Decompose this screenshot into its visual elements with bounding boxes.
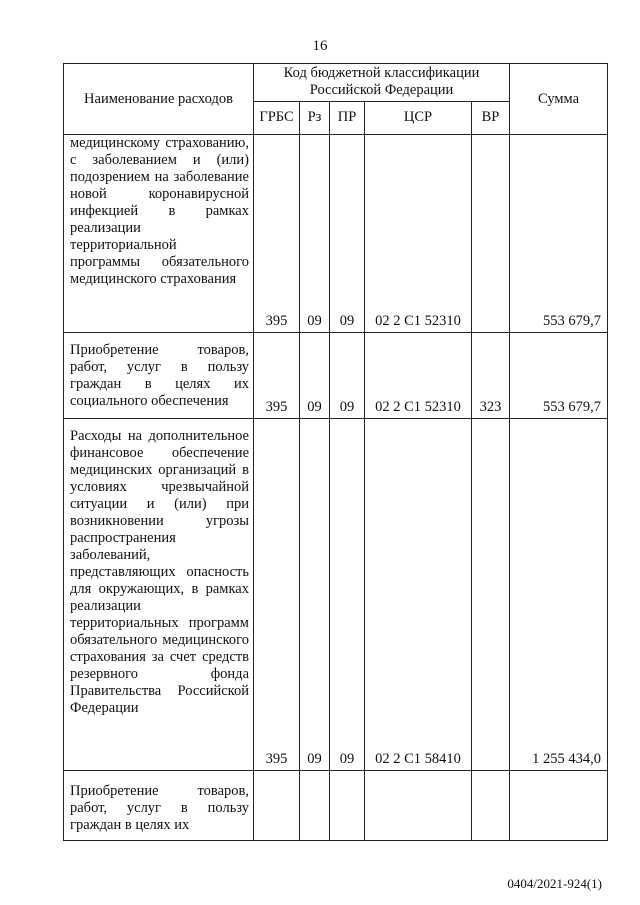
row-pr: 09 <box>330 419 365 771</box>
table-header <box>64 64 608 135</box>
row-sum: 1 255 434,0 <box>510 419 608 771</box>
row-name <box>64 771 254 841</box>
row-csr: 02 2 С1 52310 <box>365 333 472 419</box>
table-row <box>64 135 608 333</box>
header-csr: ЦСР <box>365 101 472 134</box>
row-csr <box>365 771 472 841</box>
row-pr: 09 <box>330 333 365 419</box>
header-sum: Сумма <box>510 64 608 135</box>
row-name-text: Приобретение товаров, работ, услуг в пользу граждан в целях их социального обеспечения <box>70 342 249 409</box>
row-name-text: медицинскому страхованию, с заболеванием и (или) подозрением на заболевание новой коронавирусной инфекцией в рамках реализации территориальной программы обязательного медицинского страхования <box>70 135 249 287</box>
table-row <box>64 333 608 419</box>
header-classification-code: Код бюджетной классификации Российской Федерации <box>254 64 510 102</box>
document-code: 0404/2021-924(1) <box>507 876 602 891</box>
row-sum <box>510 771 608 841</box>
row-csr: 02 2 С1 58410 <box>365 419 472 771</box>
page-number: 16 <box>312 38 328 54</box>
row-sum: 553 679,7 <box>510 135 608 333</box>
row-vr <box>472 419 510 771</box>
budget-table <box>63 63 608 841</box>
header-pr: ПР <box>330 101 365 134</box>
row-grbs <box>254 771 300 841</box>
row-rz: 09 <box>300 135 330 333</box>
row-grbs: 395 <box>254 135 300 333</box>
row-grbs: 395 <box>254 419 300 771</box>
table-row <box>64 771 608 841</box>
row-vr <box>472 771 510 841</box>
row-vr <box>472 135 510 333</box>
row-name <box>64 135 254 333</box>
header-vr: ВР <box>472 101 510 134</box>
row-name-text: Расходы на дополнительное финансовое обеспечение медицинских организаций в условиях чрезвычайной ситуации и (или) при возникновении угрозы распространения заболеваний, представляющих опасность для окружающих, в рамках реализации территориальных программ обязательного медицинского страхования за счет средств резервного фонда Правительства Российской Федерации <box>70 428 249 716</box>
header-name: Наименование расходов <box>64 64 254 135</box>
row-rz: 09 <box>300 419 330 771</box>
row-name <box>64 419 254 771</box>
row-pr: 09 <box>330 135 365 333</box>
row-vr: 323 <box>472 333 510 419</box>
row-name <box>64 333 254 419</box>
row-csr: 02 2 С1 52310 <box>365 135 472 333</box>
table-row <box>64 419 608 771</box>
row-rz: 09 <box>300 333 330 419</box>
row-rz <box>300 771 330 841</box>
row-pr <box>330 771 365 841</box>
row-grbs: 395 <box>254 333 300 419</box>
row-sum: 553 679,7 <box>510 333 608 419</box>
header-rz: Рз <box>300 101 330 134</box>
row-name-text: Приобретение товаров, работ, услуг в пользу граждан в целях их <box>70 783 249 833</box>
header-grbs: ГРБС <box>254 101 300 134</box>
